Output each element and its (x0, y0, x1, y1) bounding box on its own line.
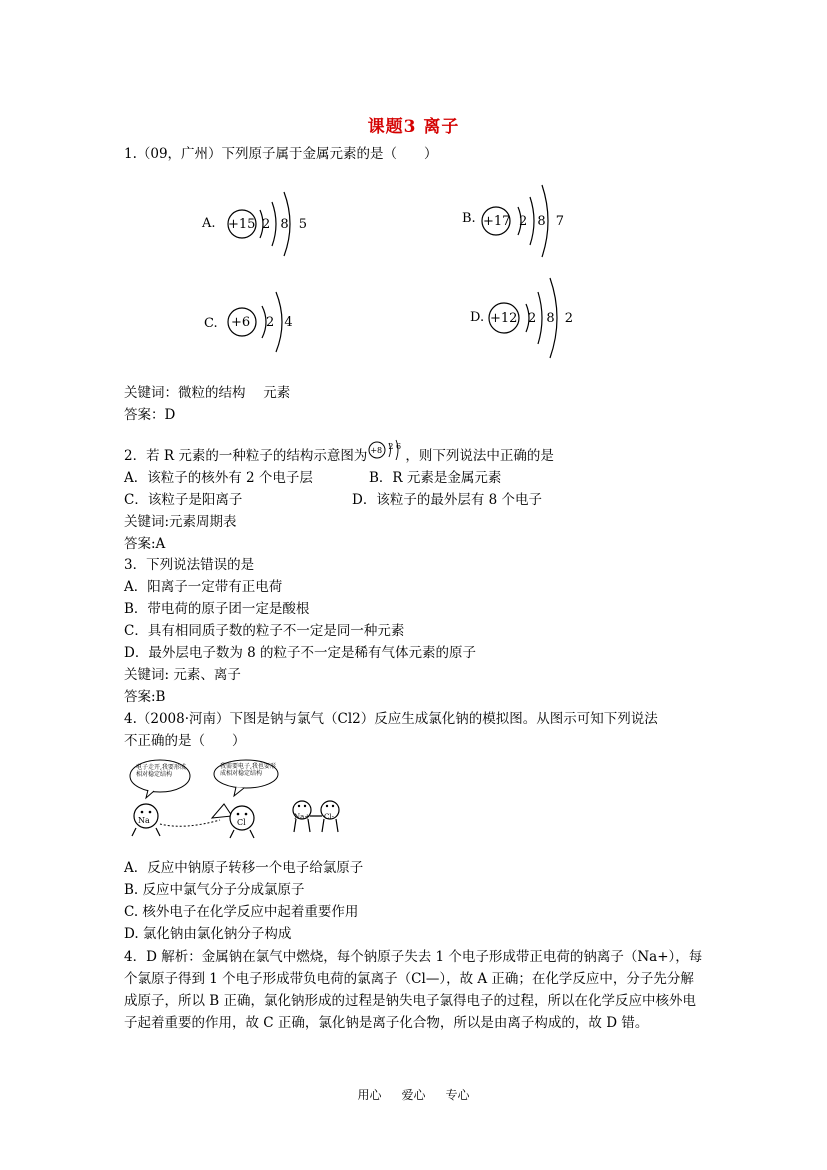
page-title: 课题3 离子 (367, 117, 460, 137)
q4-option-a: A．反应中钠原子转移一个电子给氯原子 (124, 860, 364, 876)
q2-option-a: A．该粒子的核外有 2 个电子层 (124, 470, 313, 486)
q2-option-b: B．R 元素是金属元素 (369, 470, 502, 486)
q2-stem: 2．若 R 元素的一种粒子的结构示意图为 +8 2 6 ，则下列说法中正确的是 (124, 442, 554, 464)
q4-option-d: D. 氯化钠由氯化钠分子构成 (124, 926, 292, 942)
q3-option-a: A．阳离子一定带有正电荷 (124, 579, 283, 595)
cl-ion-label: Cl- (324, 813, 334, 821)
q2-answer: 答案:A (124, 536, 166, 552)
q3-option-c: C．具有相同质子数的粒子不一定是同一种元素 (124, 623, 405, 639)
q2-keywords: 关键词:元素周期表 (124, 514, 237, 530)
q3-option-d: D．最外层电子数为 8 的粒子不一定是稀有气体元素的原子 (124, 645, 476, 661)
page-footer: 用心 爱心 专心 (357, 1088, 470, 1102)
q1-keywords: 关键词：微粒的结构 元素 (124, 385, 291, 401)
cl-atom-label: Cl (237, 818, 246, 827)
bubble-na-text: 电子走开,我要形成相对稳定结构 (136, 764, 186, 778)
atom-diagram-d: D. +12 2 8 2 (468, 270, 588, 365)
bubble-cl-text: 我需要电子,我也要形成相对稳定结构 (220, 763, 276, 777)
sodium-chlorine-cartoon (124, 758, 364, 840)
q4-analysis: 4．D 解析：金属钠在氯气中燃烧，每个钠原子失去 1 个电子形成带正电荷的钠离子（Na+），每个氯原子得到 1 个电子形成带负电荷的氯离子（Cl—），故 A 正确；在化学反应中，分子先分解成原子，所以 B 正确，氯化钠形成的过程是钠失电子氯得电子的过程，所以在化学反应中核外电子起着重要的作用，故 C 正确，氯化钠是离子化合物，所以是由离子构成的，故 D 错。 (124, 949, 703, 1031)
q2-option-c: C．该粒子是阳离子 (124, 492, 243, 508)
q3-answer: 答案:B (124, 689, 166, 705)
na-atom-label: Na (138, 816, 150, 825)
q4-stem-line1: 4.（2008·河南）下图是钠与氯气（Cl2）反应生成氯化钠的模拟图。从图示可知下列说法 (124, 711, 658, 727)
atom-diagram-b: B. +17 2 8 7 (462, 175, 582, 265)
q3-keywords: 关键词: 元素、离子 (124, 667, 241, 683)
q4-stem-line2: 不正确的是（ ） (124, 733, 246, 749)
q3-stem: 3．下列说法错误的是 (124, 557, 255, 573)
q1-answer: 答案：D (124, 407, 176, 423)
q2-option-d: D．该粒子的最外层有 8 个电子 (352, 492, 542, 508)
q3-option-b: B．带电荷的原子团一定是酸根 (124, 601, 310, 617)
atom-diagram-c: C. +6 2 4 (200, 280, 310, 365)
q4-option-b: B. 反应中氯气分子分成氯原子 (124, 882, 305, 898)
na-ion-label: Na+ (294, 813, 311, 821)
q2-inline-atom-diagram: +8 2 6 (367, 444, 405, 462)
q1-stem: 1.（09，广州）下列原子属于金属元素的是（ ） (124, 146, 438, 162)
q4-option-c: C. 核外电子在化学反应中起着重要作用 (124, 904, 359, 920)
atom-diagram-a: A. +15 2 8 5 (200, 180, 320, 270)
